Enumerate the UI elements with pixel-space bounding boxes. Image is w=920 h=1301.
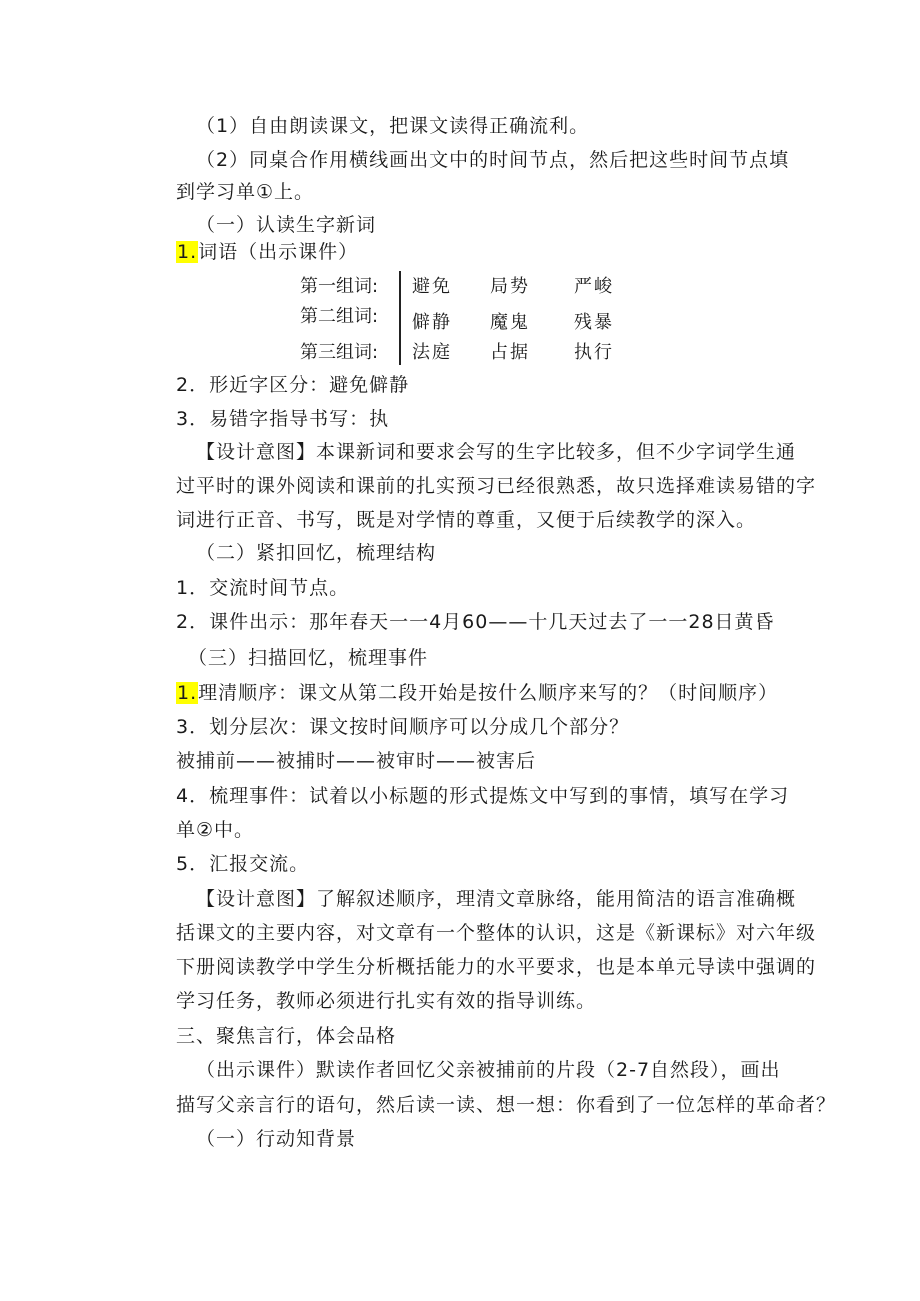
vocab-word: 严峻: [574, 276, 614, 297]
design-intent-1-line1: 【设计意图】本课新词和要求会写的生字比较多，但不少字词学生通: [196, 441, 797, 463]
section-1-title: （一）认读生字新词: [196, 214, 377, 236]
vocab-word: 局势: [490, 276, 530, 297]
design-intent-2-line3: 下册阅读教学中学生分析概括能力的水平要求，也是本单元导读中强调的: [176, 956, 817, 978]
section-2-title: （二）紧扣回忆，梳理结构: [196, 542, 437, 564]
vocab-group-2-label: 第二组词:: [300, 306, 379, 327]
item-1: [176, 240, 358, 264]
vocab-group-1-label: 第一组词:: [300, 276, 379, 297]
design-intent-2-line4: 学习任务，教师必须进行扎实有效的指导训练。: [176, 990, 597, 1012]
item-1-text: 词语（出示课件）: [198, 241, 359, 263]
s3-item-3: 3．划分层次：课文按时间顺序可以分成几个部分？: [176, 716, 630, 738]
vocab-word: 占据: [490, 342, 530, 363]
vocab-divider-line: [399, 271, 401, 365]
vocab-word: 残暴: [574, 312, 614, 333]
s3-item-1-text: 理清顺序：课文从第二段开始是按什么顺序来写的？（时间顺序）: [198, 682, 779, 704]
task-2-line1: （2）同桌合作用横线画出文中的时间节点，然后把这些时间节点填: [196, 149, 790, 171]
task-2-line2: 到学习单①上。: [176, 181, 315, 203]
design-intent-1-line3: 词进行正音、书写，既是对学情的尊重，又便于后续教学的深入。: [176, 509, 757, 531]
vocab-word: 执行: [574, 342, 614, 363]
vocab-word: 法庭: [412, 342, 452, 363]
vocab-group-3-label: 第三组词:: [300, 342, 379, 363]
item-1-number-highlight: 1.: [177, 241, 198, 263]
part-3-title: 三、聚焦言行，体会品格: [176, 1025, 397, 1047]
s3-item-1-number-highlight: 1.: [177, 682, 198, 704]
design-intent-1-line2: 过平时的课外阅读和课前的扎实预习已经很熟悉，故只选择难读易错的字: [176, 475, 817, 497]
task-1: （1）自由朗读课文，把课文读得正确流利。: [196, 115, 590, 137]
s3-item-1: [176, 681, 778, 705]
section-3-title: （三）扫描回忆，梳理事件: [188, 647, 429, 669]
part-3-line2: 描写父亲言行的语句，然后读一读、想一想：你看到了一位怎样的革命者？: [176, 1094, 837, 1116]
vocab-table: [300, 271, 630, 367]
part-3-subtitle: （一）行动知背景: [196, 1128, 357, 1150]
s3-item-4-line2: 单②中。: [176, 819, 255, 841]
vocab-word: 魔鬼: [490, 312, 530, 333]
design-intent-2-line2: 括课文的主要内容，对文章有一个整体的认识，这是《新课标》对六年级: [176, 922, 817, 944]
s3-item-4-line1: 4．梳理事件：试着以小标题的形式提炼文中写到的事情，填写在学习: [176, 785, 790, 807]
item-3: 3．易错字指导书写：执: [176, 408, 390, 430]
s2-item-2: 2．课件出示：那年春天一一4月60——十几天过去了一一28日黄昏: [176, 611, 775, 633]
design-intent-2-line1: 【设计意图】了解叙述顺序，理清文章脉络，能用简洁的语言准确概: [196, 888, 797, 910]
s3-item-5: 5．汇报交流。: [176, 853, 310, 875]
part-3-line1: （出示课件）默读作者回忆父亲被捕前的片段（2-7自然段），画出: [196, 1059, 781, 1081]
item-2: 2．形近字区分：避免僻静: [176, 374, 410, 396]
s2-item-1: 1．交流时间节点。: [176, 577, 350, 599]
s3-sequence: 被捕前——被捕时——被审时——被害后: [176, 750, 537, 772]
vocab-word: 僻静: [412, 312, 452, 333]
vocab-word: 避免: [412, 276, 452, 297]
